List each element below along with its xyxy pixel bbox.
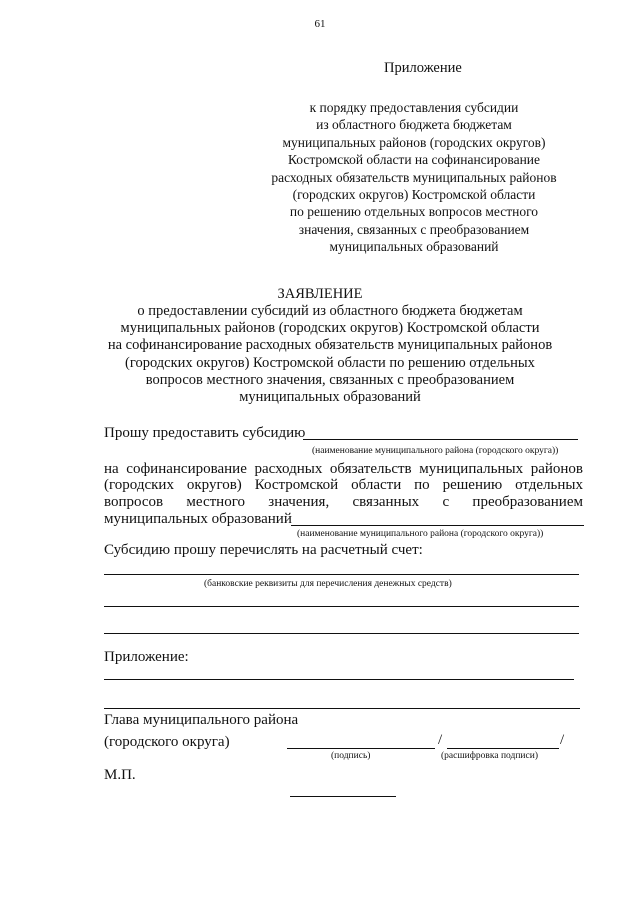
subtitle-line: вопросов местного значения, связанных с преобразованием [145,371,515,388]
appendix-line: (городских округов) Костромской области [292,187,536,203]
attachment-field-2[interactable] [104,708,580,709]
appendix-description [264,99,564,256]
appendix-line: из областного бюджета бюджетам [316,117,512,133]
bank-hint: (банковские реквизиты для перечисления денежных средств) [204,579,452,589]
request-label: Прошу предоставить субсидию [104,425,306,441]
subtitle-line: (городских округов) Костромской области по решению отдельных [125,354,535,371]
decryption-field[interactable] [447,748,559,749]
appendix-line: расходных обязательств муниципальных районов [271,169,557,185]
footer-rule [290,796,396,797]
municipality-hint-2: (наименование муниципального района (городского округа)) [297,529,544,539]
signature-field[interactable] [287,748,435,749]
slash: / [438,732,443,748]
bank-details-field-2[interactable] [104,606,579,607]
page-number: 61 [314,18,326,30]
stamp-label: М.П. [104,767,136,783]
appendix-line: муниципальных районов (городских округов) [282,134,546,150]
municipality-field-2[interactable] [291,525,584,526]
account-label: Субсидию прошу перечислять на расчетный счет: [104,542,423,558]
bank-details-field[interactable] [104,574,579,575]
body-line: (городских округов) Костромской области по решению отдельных [104,477,583,493]
application-title: ЗАЯВЛЕНИЕ [277,286,363,302]
attachment-field[interactable] [104,679,574,680]
slash: / [560,732,565,748]
municipality-hint: (наименование муниципального района (городского округа)) [312,446,559,456]
attachment-label: Приложение: [104,649,189,665]
body-last-line: муниципальных образований [104,511,292,527]
subtitle-line: муниципальных районов (городских округов) Костромской области [120,320,540,337]
head-label: Глава муниципального района [104,712,299,728]
decryption-hint: (расшифровка подписи) [441,751,538,761]
head-label-2: (городского округа) [104,734,230,750]
application-subtitle [100,303,560,406]
appendix-line: значения, связанных с преобразованием [298,221,530,237]
appendix-line: к порядку предоставления субсидии [309,100,519,115]
appendix-title: Приложение [384,60,462,76]
municipality-field[interactable] [303,439,578,440]
appendix-line: муниципальных образований [329,239,499,255]
subtitle-line: на софинансирование расходных обязательств муниципальных районов [107,337,553,354]
signature-hint: (подпись) [331,751,371,761]
body-line: вопросов местного значения, связанных с преобразованием [104,494,583,510]
appendix-line: по решению отдельных вопросов местного [289,204,539,220]
subtitle-line: о предоставлении субсидий из областного бюджета бюджетам [137,303,523,319]
body-line: на софинансирование расходных обязательств муниципальных районов [104,461,583,477]
appendix-line: Костромской области на софинансирование [287,152,541,168]
subtitle-line: муниципальных образований [239,389,421,406]
bank-details-field-3[interactable] [104,633,579,634]
